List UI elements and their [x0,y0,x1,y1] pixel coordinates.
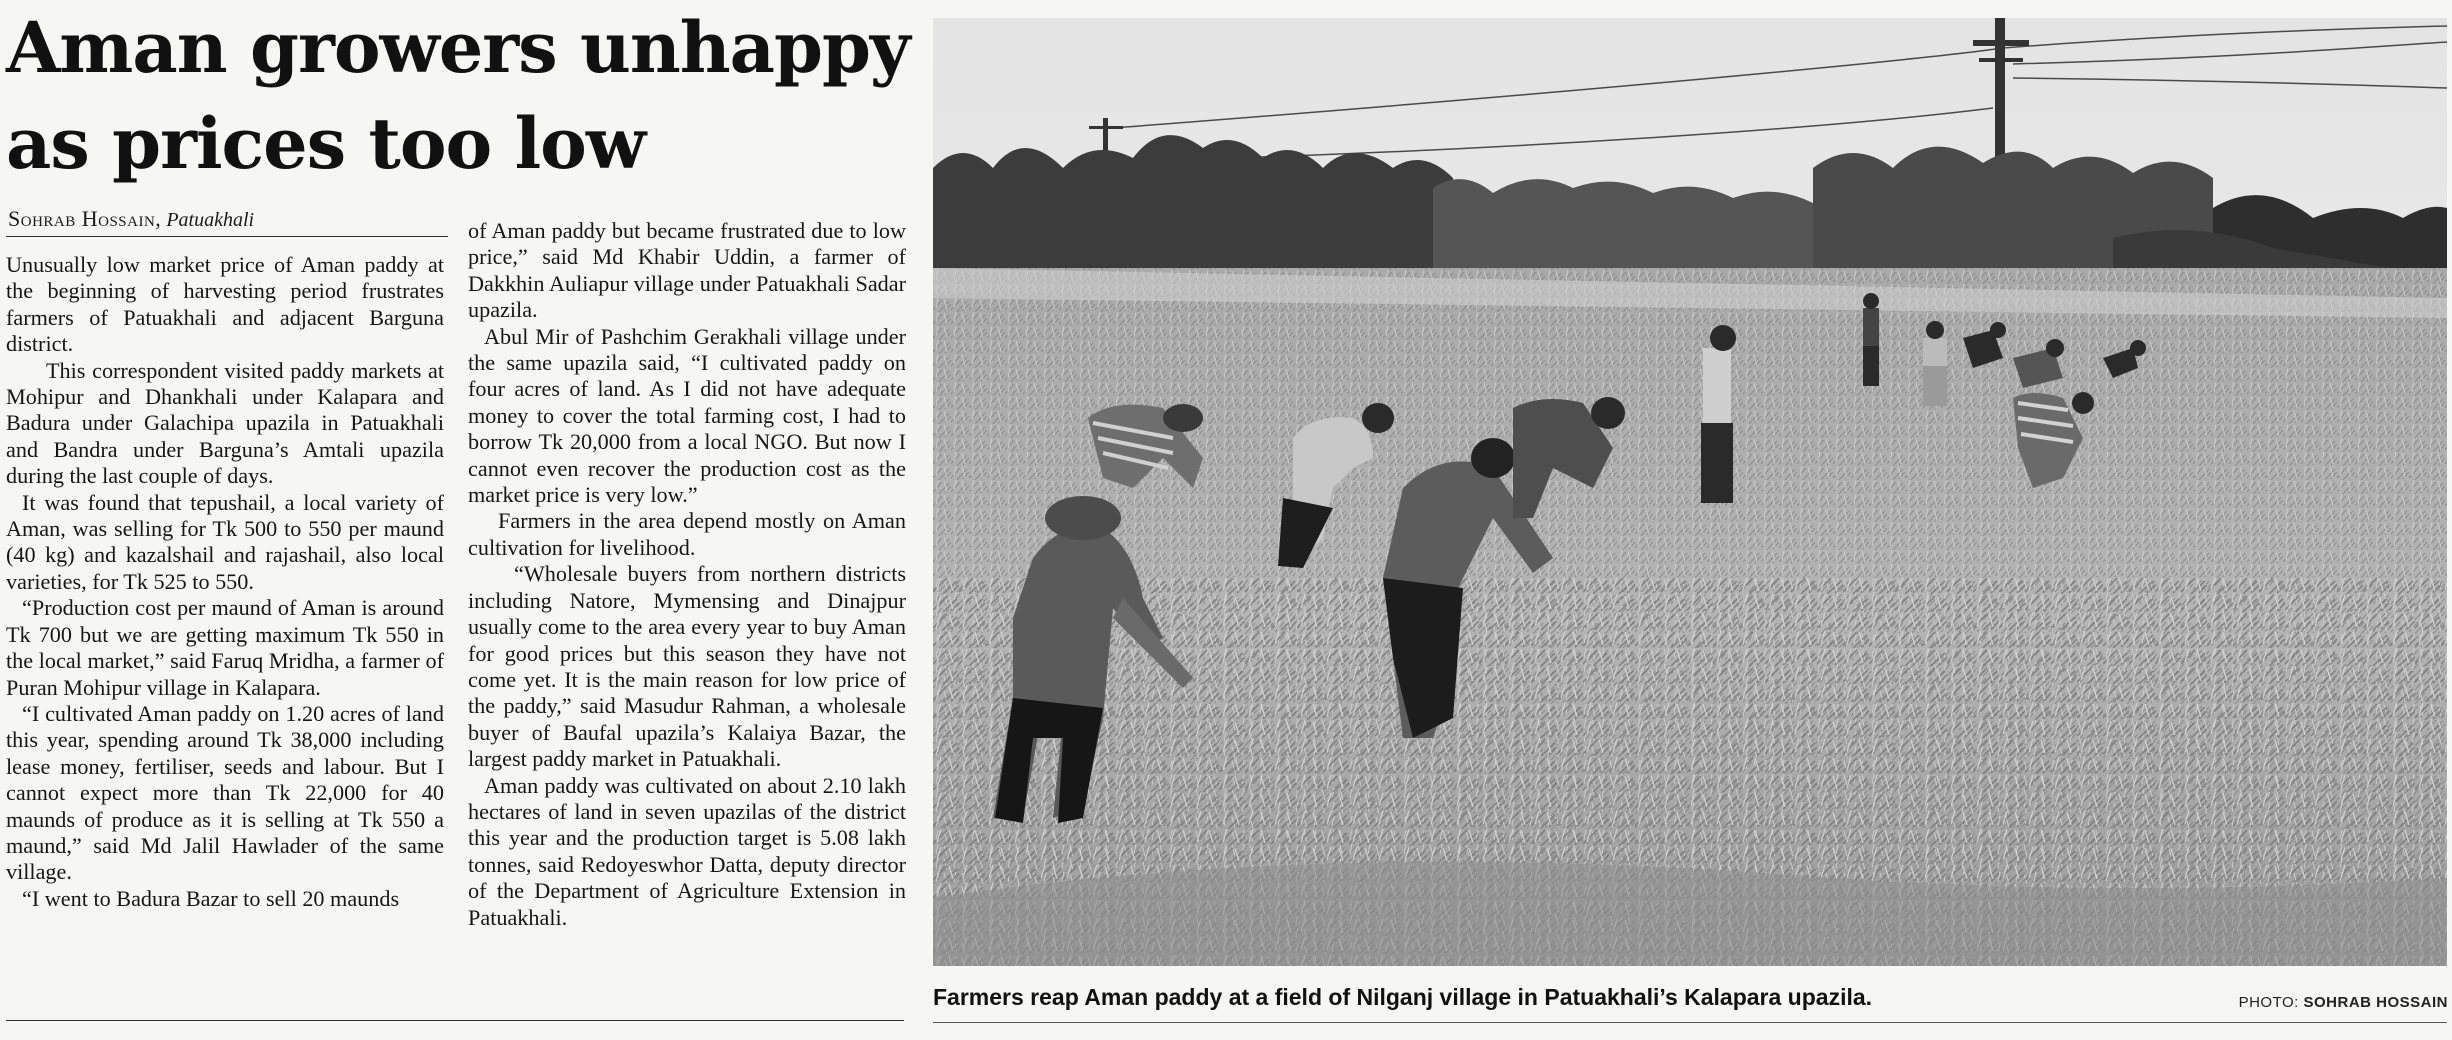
paragraph: “I went to Badura Bazar to sell 20 maunds [22,885,400,911]
photo-credit-label: PHOTO: [2238,994,2299,1011]
caption-rule [933,1022,2447,1023]
paragraph: “I cultivated Aman paddy on 1.20 acres of land this year, spending around Tk 38,000 including lease money, fertiliser, seeds and labour. But I cannot expect more than Tk 22,000 for 40 maunds of produce as it is selling at Tk 550 a maund,” said Md Jalil Hawlader of the same village. [6,700,444,885]
headline: Aman growers unhappy as prices too low [6,6,910,185]
worker [1701,325,1736,503]
article-column-2 [468,218,906,931]
paragraph: Aman paddy was cultivated on about 2.10 lakh hectares of land in seven upazilas of the district this year and the production target is 5.08 lakh tonnes, said Redoyeswhor Datta, deputy director of the Department of Agriculture Extension in Patuakhali. [468,772,906,930]
byline-rule [6,236,448,237]
paragraph: “Wholesale buyers from northern districts including Natore, Mymensing and Dinajpur usually come to the area every year to buy Aman for good prices but this season they have not come yet. It is the main reason for low price of the paddy,” said Masudur Rahman, a wholesale buyer of Baufal upazila’s Kalaiya Bazar, the largest paddy market in Patuakhali. [468,561,906,772]
column-bottom-rule [6,1020,904,1021]
paragraph: Unusually low market price of Aman paddy at the beginning of harvesting period frustrates farmers of Patuakhali and adjacent Barguna district. [6,252,444,357]
news-photo [933,18,2447,966]
article-column-1 [6,252,444,912]
photo-credit [2218,994,2448,1011]
paragraph: Abul Mir of Pashchim Gerakhali village under the same upazila said, “I cultivated paddy on four acres of land. As I did not have adequate money to cover the total farming cost, I had to borrow Tk 20,000 from a local NGO. But now I cannot even recover the production cost as the market price is very low.” [468,323,906,508]
paragraph: This correspondent visited paddy markets at Mohipur and Dhankhali under Kalapara and Badura under Galachipa upazila in Patuakhali and Bandra under Barguna’s Amtali upazila during the last couple of days. [6,357,444,489]
worker [1088,404,1203,488]
photo-credit-name: SOHRAB HOSSAIN [2303,994,2448,1011]
photo-caption: Farmers reap Aman paddy at a field of Nilganj village in Patuakhali’s Kalapara upazila. [933,984,1873,1010]
paragraph: It was found that tepushail, a local variety of Aman, was selling for Tk 500 to 550 per maund (40 kg) and kazalshail and rajashail, also local varieties, for Tk 525 to 550. [6,489,444,594]
paragraph: “Production cost per maund of Aman is around Tk 700 but we are getting maximum Tk 550 in the local market,” said Faruq Mridha, a farmer of Puran Mohipur village in Kalapara. [6,595,444,700]
paragraph: Farmers in the area depend mostly on Aman cultivation for livelihood. [468,508,906,560]
byline-name: Sohrab Hossain, [8,206,162,231]
paragraph: of Aman paddy but became frustrated due to low price,” said Md Khabir Uddin, a farmer of Dakkhin Auliapur village under Patuakhali Sadar upazila. [468,218,906,323]
byline-location: Patuakhali [166,209,255,231]
